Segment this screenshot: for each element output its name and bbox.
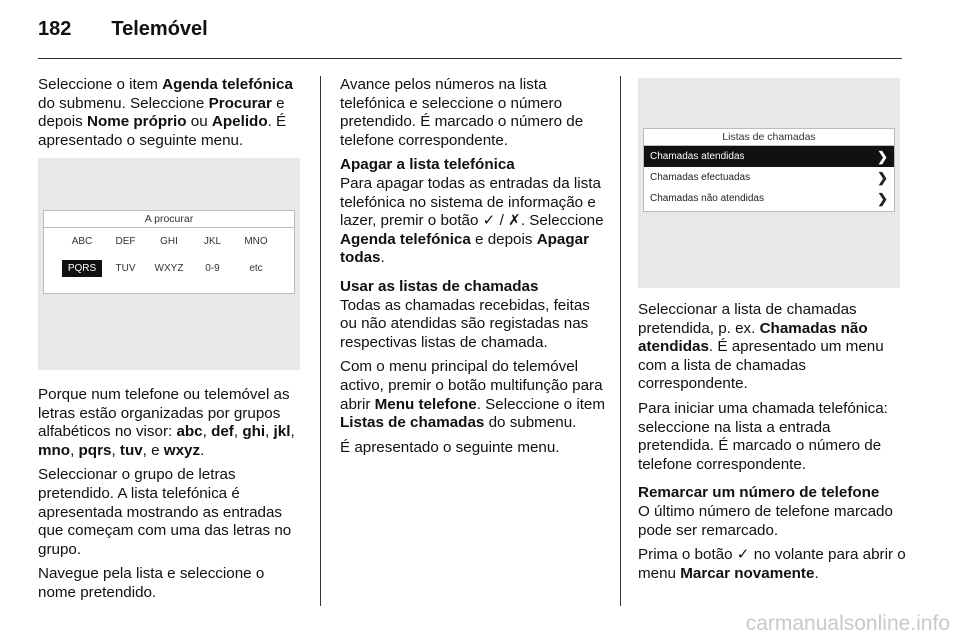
letter-group: MNO (244, 236, 268, 247)
paragraph: Seleccionar a lista de chamadas pretendida, p. ex. Chamadas não atendidas. É apresentado um menu com a lista de chamadas correspondente. (638, 301, 884, 393)
letter-group: WXYZ (154, 263, 184, 274)
list-item: Chamadas não atendidas ❯ (650, 190, 888, 206)
chevron-right-icon: ❯ (877, 148, 888, 164)
paragraph: Com o menu principal do telemóvel activo, premir o botão multifunção para abrir Menu telefone. Seleccione o item Listas de chamadas do submenu. (340, 358, 606, 432)
letter-group: DEF (115, 236, 136, 247)
paragraph: Avance pelos números na lista telefónica e seleccione o número pretendido. É marcado o número de telefone correspondente. (340, 76, 584, 149)
search-panel-title: A procurar (44, 211, 294, 228)
search-screen-image (38, 158, 300, 370)
letter-row-1 (44, 228, 294, 255)
letter-group: ABC (71, 236, 93, 247)
letter-group: JKL (203, 236, 222, 247)
hangup-button-icon: ✗ (508, 212, 521, 230)
page-number: 182 (38, 18, 72, 40)
list-item-selected: Chamadas atendidas ❯ (644, 146, 894, 167)
paragraph: Seleccionar o grupo de letras pretendido. A lista telefónica é apresentada mostrando as entradas que começam com uma das letras no grupo. (38, 466, 292, 558)
column-divider-2 (620, 76, 621, 606)
call-button-icon: ✓ (736, 546, 750, 564)
watermark: carmanualsonline.info (745, 612, 950, 635)
paragraph: Todas as chamadas recebidas, feitas ou não atendidas são registadas nas respectivas listas de chamada. (340, 296, 590, 351)
letter-group-selected: PQRS (62, 260, 102, 277)
paragraph: É apresentado o seguinte menu. (340, 438, 560, 456)
column-2 (340, 76, 610, 463)
section-heading: Remarcar um número de telefone (638, 484, 880, 502)
section-heading: Apagar a lista telefónica (340, 156, 515, 174)
chevron-right-icon: ❯ (877, 190, 888, 206)
letter-group: etc (249, 263, 263, 274)
paragraph: Porque num telefone ou telemóvel as letras estão organizadas por grupos alfabéticos no visor: abc, def, ghi, jkl, mno, pqrs, tuv, e wxyz. (38, 386, 295, 459)
paragraph: Navegue pela lista e seleccione o nome pretendido. (38, 565, 265, 601)
column-divider-1 (320, 76, 321, 606)
call-button-icon: ✓ (482, 212, 496, 230)
call-lists-panel (643, 128, 895, 212)
column-1-lower (38, 386, 306, 609)
paragraph: Seleccione o item Agenda telefónica do submenu. Seleccione Procurar e depois Nome próprio ou Apelido. É apresentado o seguinte menu. (38, 76, 293, 149)
letter-group: 0-9 (205, 263, 220, 274)
section-heading: Usar as listas de chamadas (340, 277, 539, 295)
letter-row-2 (44, 255, 294, 282)
page-title: Telemóvel (111, 18, 208, 40)
search-panel (43, 210, 295, 294)
paragraph: Para iniciar uma chamada telefónica: seleccione na lista a entrada pretendida. É marcado o número de telefone correspondente. (638, 399, 888, 473)
call-lists-screen-image (638, 78, 900, 288)
header-divider (38, 58, 902, 59)
column-1 (38, 76, 306, 156)
letter-group: GHI (160, 236, 178, 247)
list-item: Chamadas efectuadas ❯ (650, 169, 888, 185)
page-header (38, 18, 208, 48)
paragraph: O último número de telefone marcado pode ser remarcado. (638, 502, 893, 539)
letter-group: TUV (115, 263, 136, 274)
column-3 (638, 301, 906, 589)
chevron-right-icon: ❯ (877, 169, 888, 185)
paragraph: Para apagar todas as entradas da lista telefónica no sistema de informação e lazer, premir o botão ✓ / ✗. Seleccione Agenda telefónica e depois Apagar todas. (340, 174, 604, 267)
paragraph: Prima o botão ✓ no volante para abrir o menu Marcar novamente. (638, 546, 906, 582)
call-lists-panel-title: Listas de chamadas (644, 129, 894, 146)
